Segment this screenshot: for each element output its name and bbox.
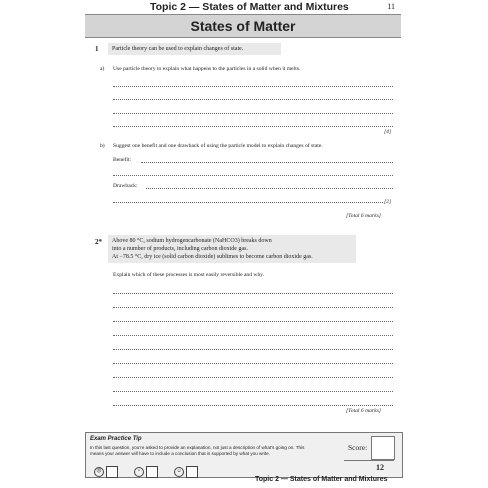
- question-number: 1: [95, 45, 99, 53]
- exam-tip-box: [85, 432, 403, 478]
- question-prompt: Explain which of these processes is most easily reversible and why.: [113, 272, 265, 278]
- context-line: Above 80 °C, sodium hydrogencarbonate (NaHCO3) breaks down: [112, 238, 272, 244]
- part-question: Suggest one benefit and one drawback of using the particle model to explain changes of state.: [113, 143, 323, 149]
- benefit-label: Benefit:: [113, 157, 132, 163]
- answer-line[interactable]: [113, 377, 393, 378]
- title-bar: [85, 14, 401, 38]
- answer-line[interactable]: [113, 293, 393, 294]
- answer-line[interactable]: [113, 202, 383, 203]
- answer-line[interactable]: [113, 321, 393, 322]
- confidence-checkbox[interactable]: [106, 466, 118, 478]
- score-divider: [344, 460, 394, 461]
- question-total-marks: [Total 6 marks]: [346, 213, 381, 219]
- running-footer: Topic 2 — States of Matter and Mixtures: [255, 476, 388, 483]
- happy-face-icon: ☺: [174, 467, 184, 477]
- answer-line[interactable]: [113, 126, 393, 127]
- answer-line[interactable]: [113, 99, 393, 100]
- score-label: Score:: [348, 443, 368, 452]
- context-line: into a number of products, including carbon dioxide gas.: [112, 246, 248, 252]
- score-total: 12: [376, 463, 384, 472]
- marks-indicator: [4]: [384, 129, 392, 135]
- sad-face-icon: ☹: [94, 467, 104, 477]
- context-line: At −78.5 °C, dry ice (solid carbon dioxide) sublimes to become carbon dioxide gas.: [112, 254, 313, 260]
- answer-line[interactable]: [113, 335, 393, 336]
- answer-line[interactable]: [113, 86, 393, 87]
- answer-line[interactable]: [113, 113, 393, 114]
- running-header-topic: Topic 2 — States of Matter and Mixtures: [150, 1, 349, 13]
- answer-line[interactable]: [113, 363, 393, 364]
- confidence-checkbox[interactable]: [186, 466, 198, 478]
- tip-title: Exam Practice Tip: [90, 436, 142, 442]
- answer-line[interactable]: [113, 175, 393, 176]
- question-context-box: [108, 235, 356, 263]
- tip-body: In this last question, you're asked to provide an explanation, not just a description of what's going on. This means your answer will have to include a conclusion that is supported by what you write.: [90, 445, 305, 456]
- marks-indicator: [2]: [384, 199, 392, 205]
- page-title: States of Matter: [190, 18, 296, 34]
- neutral-face-icon: •: [134, 467, 144, 477]
- page-number: 11: [387, 2, 395, 11]
- answer-line[interactable]: [113, 307, 393, 308]
- answer-line[interactable]: [113, 391, 393, 392]
- confidence-checkbox[interactable]: [146, 466, 158, 478]
- drawback-label: Drawback:: [113, 183, 138, 189]
- question-number: 2*: [95, 238, 102, 246]
- part-label: b): [100, 143, 105, 149]
- answer-line[interactable]: [141, 162, 393, 163]
- answer-line[interactable]: [113, 405, 393, 406]
- part-question: Use particle theory to explain what happens to the particles in a solid when it melts.: [113, 66, 301, 72]
- answer-line[interactable]: [113, 349, 393, 350]
- part-label: a): [100, 66, 105, 72]
- question-stem: Particle theory can be used to explain changes of state.: [108, 43, 281, 55]
- question-total-marks: [Total 6 marks]: [346, 408, 381, 414]
- score-input-box[interactable]: [371, 436, 395, 460]
- answer-line[interactable]: [146, 188, 393, 189]
